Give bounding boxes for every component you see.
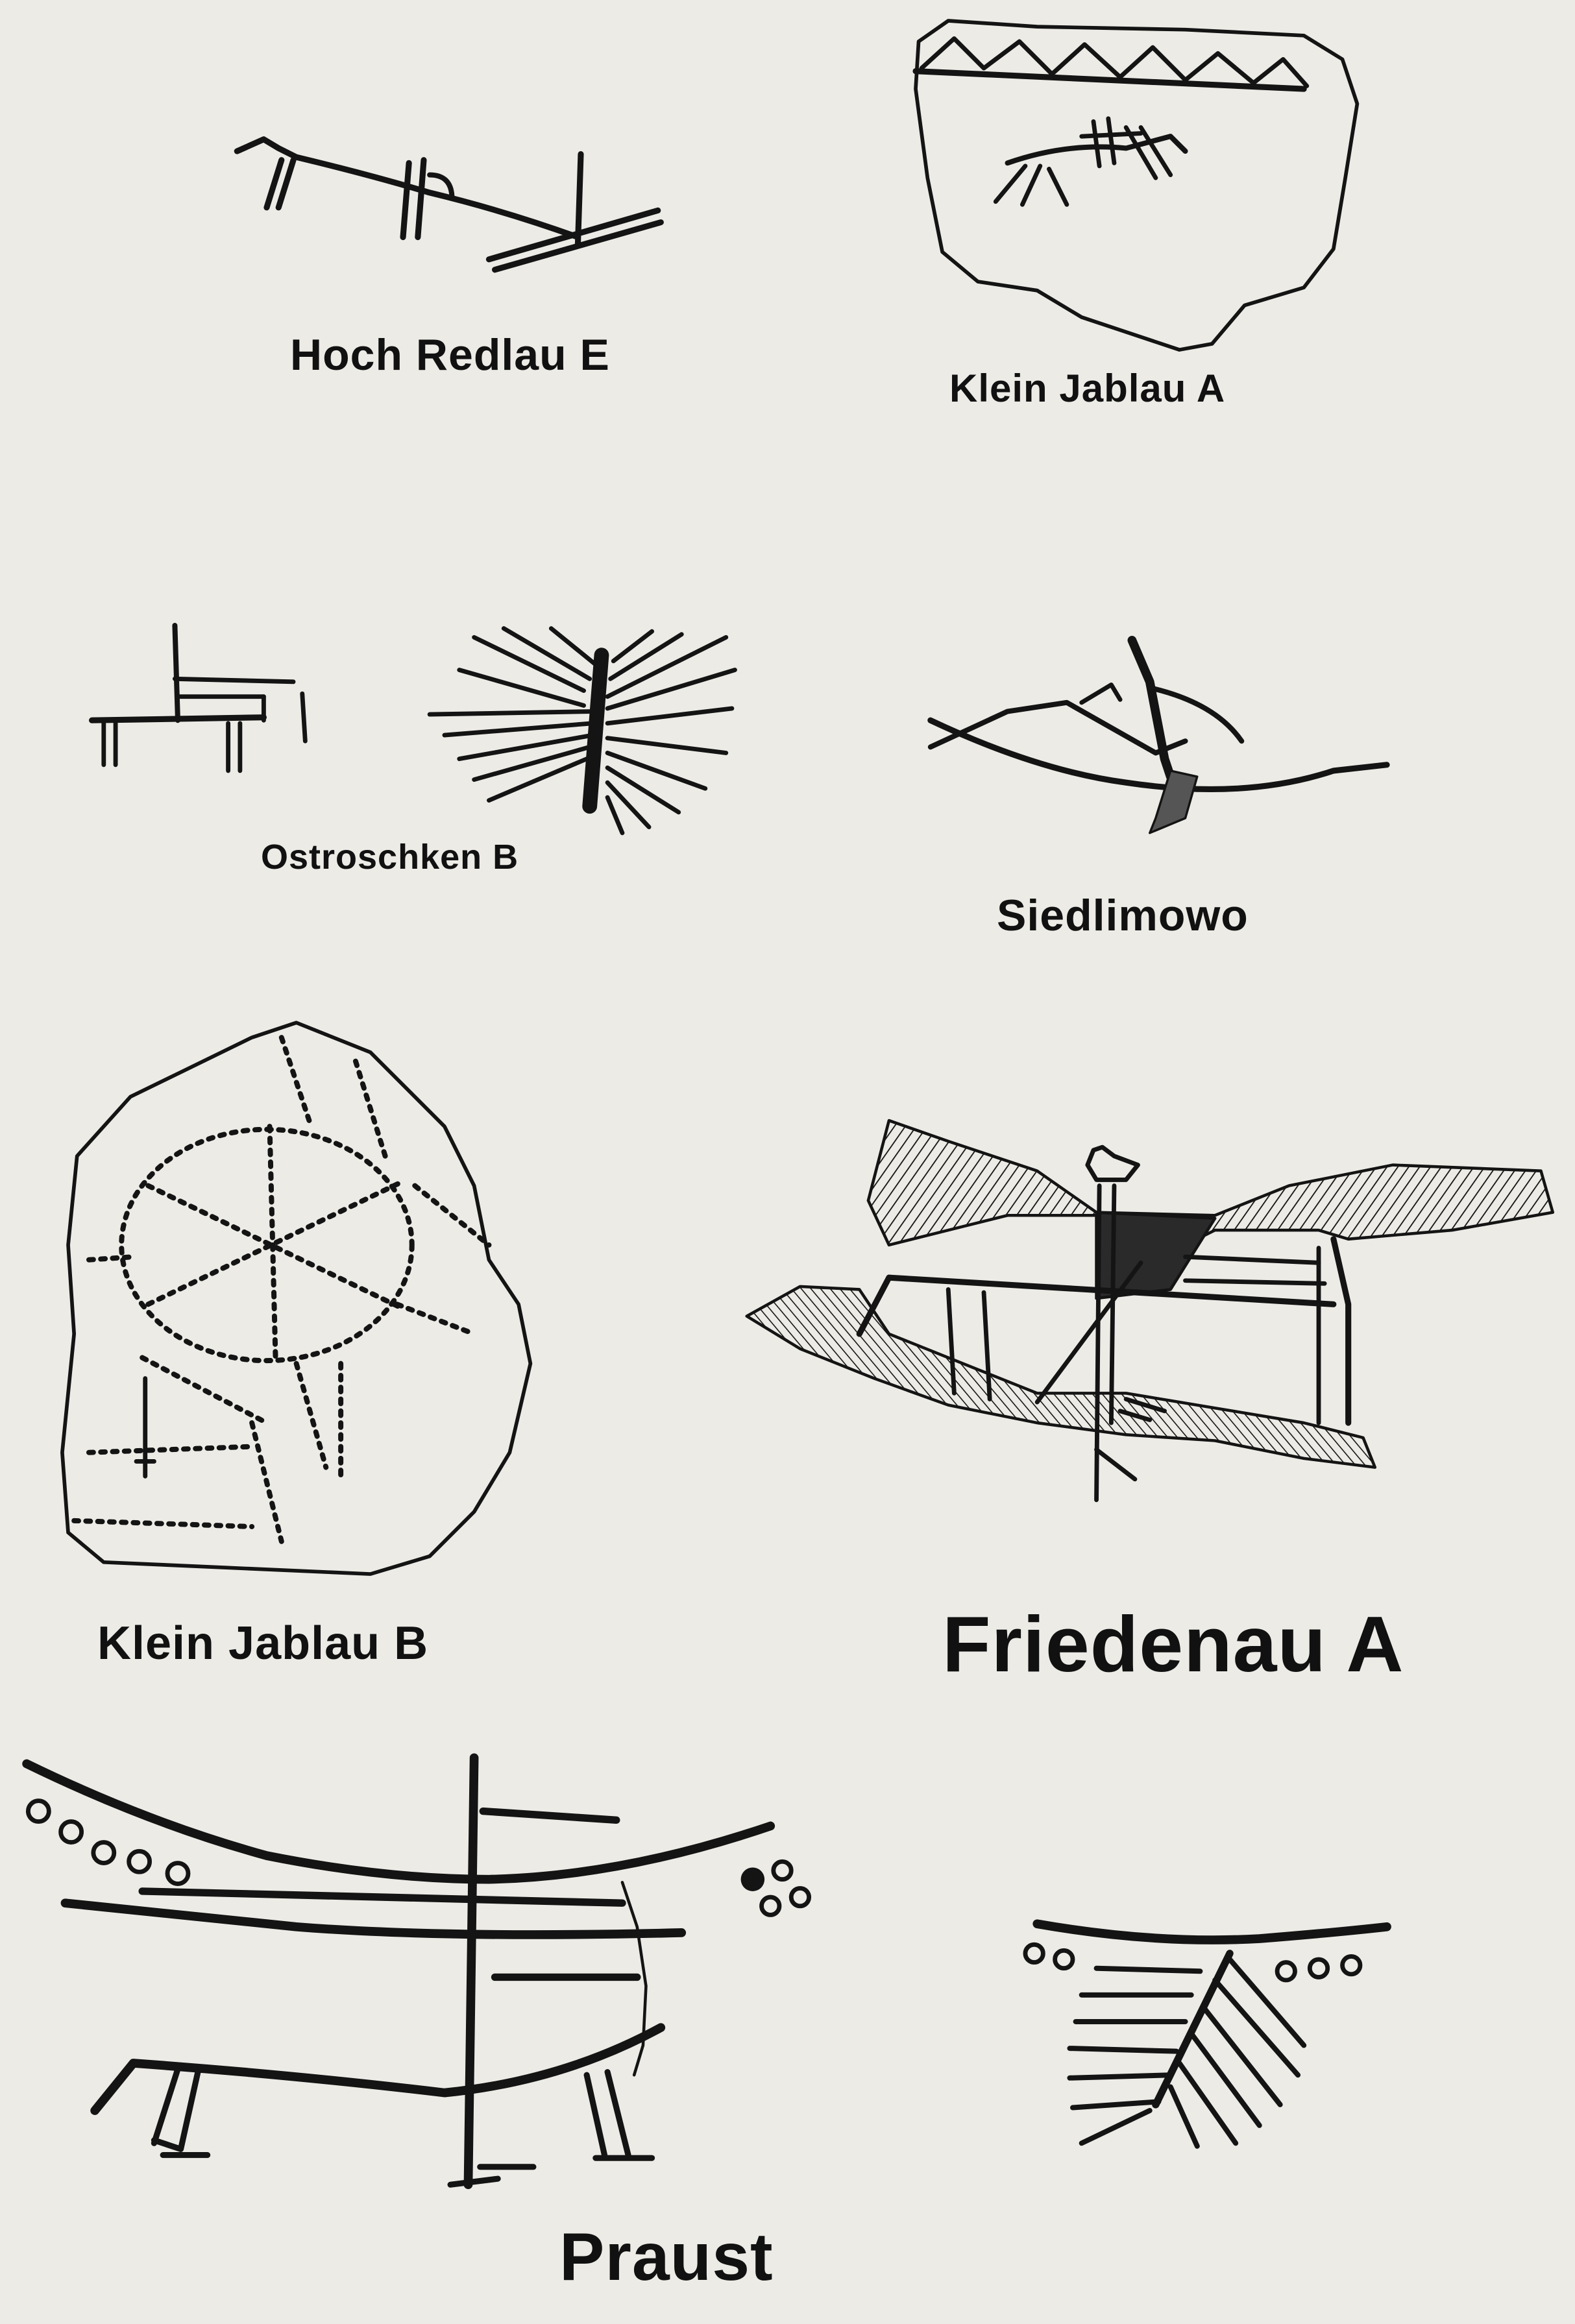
caption-praust: Praust xyxy=(559,2220,774,2295)
caption-hoch-redlau-e: Hoch Redlau E xyxy=(290,330,610,380)
caption-klein-jablau-b: Klein Jablau B xyxy=(97,1617,429,1669)
caption-ostroschken-b: Ostroschken B xyxy=(261,838,519,877)
caption-siedlimowo: Siedlimowo xyxy=(997,891,1249,940)
caption-friedenau-a: Friedenau A xyxy=(942,1600,1404,1688)
caption-klein-jablau-a: Klein Jablau A xyxy=(949,367,1226,410)
